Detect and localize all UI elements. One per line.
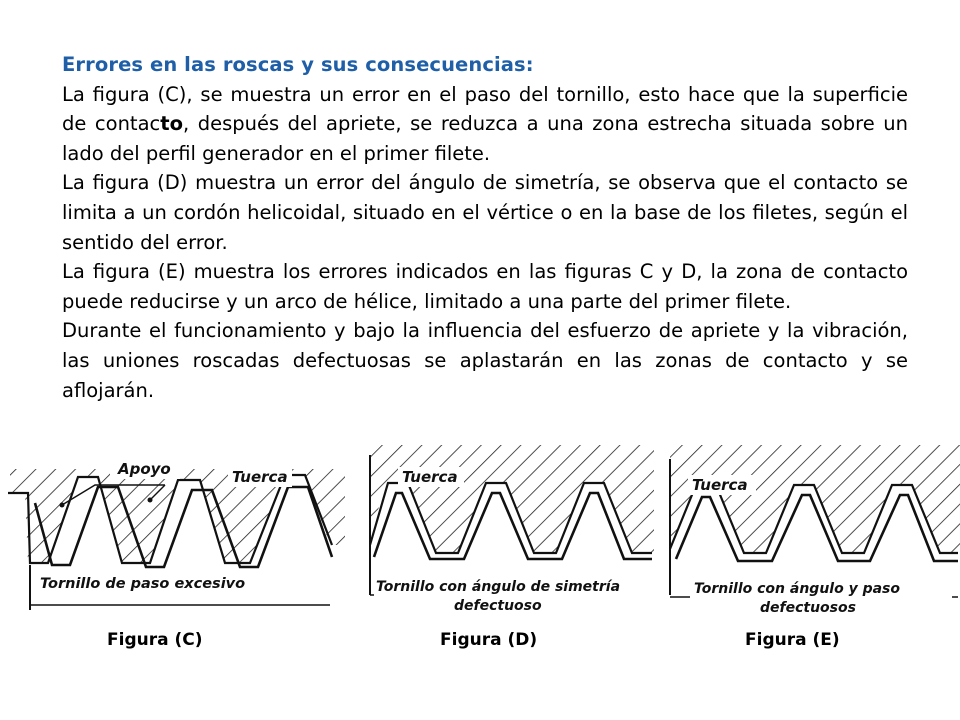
- figure-d-caption: Figura (D): [440, 630, 538, 650]
- figure-d-label-defective: defectuoso: [454, 598, 542, 614]
- figure-c-drawing: [0, 445, 345, 621]
- figure-d-drawing: [362, 445, 654, 621]
- figure-c-image: [0, 445, 345, 621]
- figure-c-caption: Figura (C): [107, 630, 203, 650]
- figure-e-image: [662, 445, 960, 621]
- figure-e-drawing: [662, 445, 960, 621]
- figure-e-label-nut: Tuerca: [692, 476, 748, 494]
- section-heading: Errores en las roscas y sus consecuencias:: [62, 53, 534, 76]
- body-text: [62, 50, 908, 405]
- figure-c-label-screw: Tornillo de paso excesivo: [40, 576, 246, 592]
- figure-e-label-screw: Tornillo con ángulo y paso: [694, 581, 900, 597]
- figure-d-image: [362, 445, 654, 621]
- figure-d-label-screw: Tornillo con ángulo de simetría: [376, 579, 621, 595]
- figure-c-label-support: Apoyo: [118, 460, 171, 478]
- paragraph-figure-e: La figura (E) muestra los errores indicados en las figuras C y D, la zona de contacto puede reducirse y un arco de hélice, limitado a una parte del primer filete.: [62, 260, 908, 313]
- paragraph-consequences: Durante el funcionamiento y bajo la influencia del esfuerzo de apriete y la vibración, las uniones roscadas defectuosas se aplastarán en las zonas de contacto y se aflojarán.: [62, 319, 908, 402]
- paragraph-1-text-end: , después del apriete, se reduzca a una zona estrecha situada sobre un lado del perfil generador en el primer filete.: [62, 112, 908, 165]
- figure-d-label-nut: Tuerca: [402, 468, 458, 486]
- paragraph-figure-c: [62, 80, 908, 169]
- figure-e-label-defective: defectuosos: [760, 600, 856, 616]
- figure-c-label-nut: Tuerca: [232, 468, 288, 486]
- paragraph-figure-d: La figura (D) muestra un error del ángulo de simetría, se observa que el contacto se limita a un cordón helicoidal, situado en el vértice o en la base de los filetes, según el sentido del error.: [62, 171, 908, 254]
- figure-e-caption: Figura (E): [745, 630, 840, 650]
- paragraph-1-text: La figura (C), se muestra un error en el paso del tornillo, esto hace que la superficie de contac: [62, 82, 908, 136]
- paragraph-1-bold: to: [160, 112, 183, 136]
